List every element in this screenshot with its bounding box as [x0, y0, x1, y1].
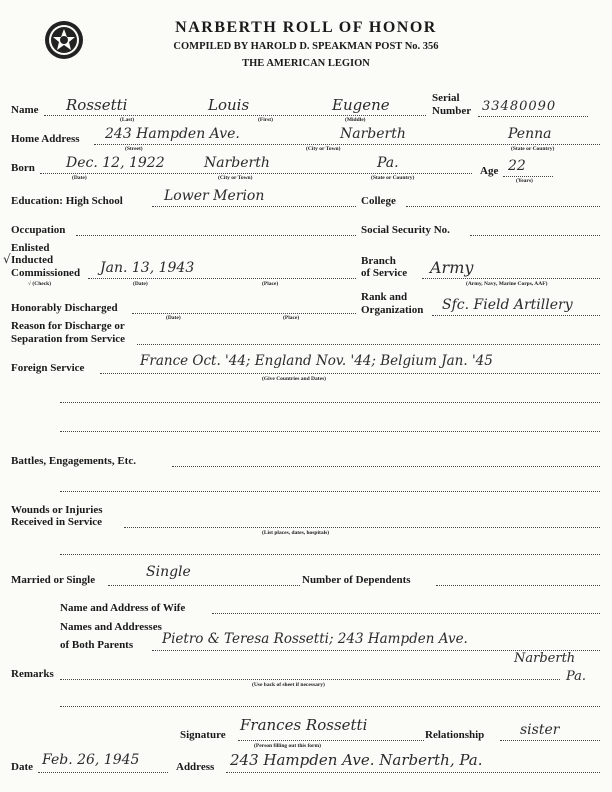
born-line	[40, 173, 472, 174]
address-label: Address	[176, 761, 215, 773]
date-line	[38, 772, 168, 773]
parents-value: Pietro & Teresa Rossetti; 243 Hampden Ave.	[162, 631, 468, 647]
home-address-label: Home Address	[11, 133, 80, 145]
years-sublabel: (Years)	[516, 178, 533, 184]
born-city-value: Narberth	[204, 155, 270, 171]
date-label: Date	[11, 761, 33, 773]
parents-label-1: Names and Addresses	[60, 621, 162, 633]
inducted-date-value: Jan. 13, 1943	[100, 260, 195, 276]
home-address-line	[94, 144, 600, 145]
inducted-check-mark: √	[3, 252, 11, 266]
form-title: NARBERTH ROLL OF HONOR	[175, 19, 437, 36]
serial-label: Serial	[432, 92, 460, 104]
wife-line	[212, 613, 600, 614]
middle-name-value: Eugene	[332, 96, 390, 114]
branch-label: Branch	[361, 255, 396, 267]
wounds-label: Wounds or Injuries	[11, 504, 103, 516]
battles-line-2	[60, 491, 600, 492]
commissioned-label: Commissioned	[11, 267, 81, 279]
street-value: 243 Hampden Ave.	[105, 126, 240, 142]
age-label: Age	[480, 165, 499, 177]
branch-value: Army	[430, 258, 474, 277]
address-value: 243 Hampden Ave. Narberth, Pa.	[230, 751, 483, 769]
born-city-sublabel: (City or Town)	[218, 175, 253, 181]
born-label: Born	[11, 162, 35, 174]
foreign-service-value: France Oct. '44; England Nov. '44; Belgium Jan. '45	[140, 353, 493, 369]
foreign-service-label: Foreign Service	[11, 362, 85, 374]
relationship-value: sister	[520, 722, 560, 738]
of-service-label: of Service	[361, 267, 408, 279]
foreign-service-line-1	[100, 373, 600, 374]
relationship-label: Relationship	[425, 729, 485, 741]
signature-line	[238, 740, 424, 741]
branch-hint-sublabel: (Army, Navy, Marine Corps, AAF)	[466, 281, 548, 287]
wounds-line-1	[124, 527, 600, 528]
college-line	[406, 206, 600, 207]
last-sublabel: (Last)	[120, 117, 135, 123]
married-line	[108, 585, 300, 586]
discharged-place-sublabel: (Place)	[283, 315, 300, 321]
separation-label: Separation from Service	[11, 333, 126, 345]
middle-sublabel: (Middle)	[345, 117, 366, 123]
compiled-by: COMPILED BY HAROLD D. SPEAKMAN POST No. 356	[173, 41, 439, 52]
foreign-service-line-2	[60, 402, 600, 403]
wounds-line-2	[60, 554, 600, 555]
check-sublabel: √ (Check)	[28, 281, 52, 287]
enlisted-label: Enlisted	[11, 242, 50, 254]
relationship-line	[500, 740, 600, 741]
foreign-service-line-3	[60, 431, 600, 432]
discharged-date-sublabel: (Date)	[166, 315, 181, 321]
branch-line	[422, 278, 600, 279]
occupation-line	[76, 235, 356, 236]
rank-and-label: Rank and	[361, 291, 408, 303]
serial-number-label: Number	[432, 105, 472, 117]
date-value: Feb. 26, 1945	[42, 752, 140, 768]
reason-discharge-label: Reason for Discharge or	[11, 320, 125, 332]
inducted-place-sublabel: (Place)	[262, 281, 279, 287]
received-label: Received in Service	[11, 516, 103, 528]
born-state-value: Pa.	[377, 155, 399, 171]
occupation-label: Occupation	[11, 224, 66, 236]
give-countries-sublabel: (Give Countries and Dates)	[262, 376, 327, 382]
signature-label: Signature	[180, 729, 226, 741]
person-filling-sublabel: (Person filling out this form)	[254, 743, 321, 749]
born-state-sublabel: (State or Country)	[371, 175, 415, 181]
serial-number-value: 33480090	[482, 99, 557, 114]
remarks-label: Remarks	[11, 668, 54, 680]
city-sublabel: (City or Town)	[306, 146, 341, 152]
use-back-sublabel: (Use back of sheet if necessary)	[252, 682, 325, 688]
ssn-label: Social Security No.	[361, 224, 450, 236]
signature-value: Frances Rossetti	[240, 716, 368, 734]
high-school-value: Lower Merion	[164, 188, 265, 204]
dependents-line	[436, 585, 600, 586]
last-name-value: Rossetti	[66, 96, 128, 114]
separation-line	[137, 344, 600, 345]
wife-label: Name and Address of Wife	[60, 602, 186, 614]
list-places-sublabel: (List places, dates, hospitals)	[262, 530, 330, 536]
inducted-line	[88, 278, 356, 279]
state-value: Penna	[508, 126, 552, 142]
remarks-line-1	[60, 679, 560, 680]
organization-value: Sfc. Field Artillery	[442, 297, 573, 313]
organization-label: Organization	[361, 304, 424, 316]
remarks-line-2	[60, 706, 600, 707]
honorably-discharged-label: Honorably Discharged	[11, 302, 118, 314]
parents-city-value: Narberth	[514, 651, 576, 666]
organization-line	[432, 315, 600, 316]
education-line	[152, 206, 356, 207]
inducted-date-sublabel: (Date)	[133, 281, 148, 287]
ssn-line	[470, 235, 600, 236]
state-sublabel: (State or Country)	[511, 146, 555, 152]
parents-state-value: Pa.	[566, 669, 587, 684]
city-value: Narberth	[340, 126, 406, 142]
first-name-value: Louis	[208, 96, 250, 114]
name-line	[44, 115, 426, 116]
college-label: College	[361, 195, 396, 207]
parents-label-2: of Both Parents	[60, 639, 134, 651]
name-label: Name	[11, 104, 39, 116]
age-value: 22	[508, 158, 526, 174]
inducted-label: Inducted	[11, 254, 54, 266]
serial-line	[478, 116, 588, 117]
organization-name: THE AMERICAN LEGION	[242, 58, 370, 69]
marital-status-value: Single	[146, 564, 191, 580]
address-line	[226, 772, 600, 773]
dependents-label: Number of Dependents	[302, 574, 411, 586]
born-date-value: Dec. 12, 1922	[66, 155, 165, 171]
first-sublabel: (First)	[258, 117, 273, 123]
education-label: Education: High School	[11, 195, 123, 207]
street-sublabel: (Street)	[125, 146, 143, 152]
battles-label: Battles, Engagements, Etc.	[11, 455, 136, 467]
born-date-sublabel: (Date)	[72, 175, 87, 181]
battles-line-1	[172, 466, 600, 467]
married-label: Married or Single	[11, 574, 96, 586]
age-line	[503, 176, 553, 177]
discharged-line	[132, 313, 356, 314]
